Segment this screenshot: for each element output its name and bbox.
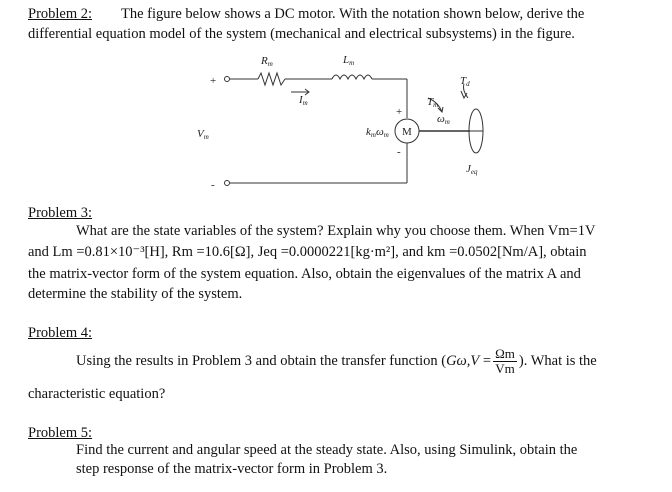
inductor-lm — [332, 75, 372, 79]
label-wm: ωm — [437, 113, 450, 126]
label-back-emf: kmωm — [366, 126, 389, 139]
label-minus-motor: - — [397, 146, 401, 158]
label-td: Td — [460, 75, 470, 88]
label-plus-motor: + — [396, 106, 403, 118]
problem4-line1-post: ). What is the — [518, 352, 597, 369]
label-minus-bottom: - — [211, 179, 215, 191]
problem5-line2: step response of the matrix-vector form in Problem 3. — [76, 461, 388, 477]
label-rm: Rm — [261, 55, 273, 68]
problem2-line2: differential equation model of the system (mechanical and electrical subsystems) in the figure. — [28, 26, 575, 42]
transfer-function-symbol: Gω,V — [446, 352, 480, 369]
problem3-line1: What are the state variables of the system? Explain why you choose them. When Vm=1V — [76, 223, 596, 239]
label-vm: Vm — [197, 128, 209, 141]
resistor-rm — [258, 73, 285, 85]
problem2-heading: Problem 2: — [28, 6, 93, 22]
problem3-line2: and Lm =0.81×10⁻³[H], Rm =10.6[Ω], Jeq =0.0000221[kg·m²], and km =0.0502[Nm/A], obtain — [28, 244, 587, 260]
label-plus-top: + — [210, 75, 217, 87]
label-lm: Lm — [343, 54, 355, 67]
terminal-bottom — [225, 181, 230, 186]
problem5-heading: Problem 5: — [28, 425, 93, 441]
problem3-line4: determine the stability of the system. — [28, 286, 243, 302]
label-im: Im — [299, 94, 308, 107]
problem3-heading: Problem 3: — [28, 205, 93, 221]
frac-numerator: Ωm — [495, 346, 515, 361]
problem4-line1-pre: Using the results in Problem 3 and obtain the transfer function ( — [76, 352, 447, 369]
transfer-function-fraction — [493, 347, 517, 376]
problem3-line3: the matrix-vector form of the system equation. Also, obtain the eigenvalues of the matrix A and — [28, 266, 581, 282]
problem5-line1: Find the current and angular speed at the steady state. Also, using Simulink, obtain the — [76, 442, 578, 458]
problem4-line1: Using the results in Problem 3 and obtain the transfer function (Gω,V = $\frac{\Omega m}{Vm}$ ). What is the — [76, 346, 597, 376]
problem2-line1: The figure below shows a DC motor. With the notation shown below, derive the — [121, 6, 585, 22]
problem4-heading: Problem 4: — [28, 325, 93, 341]
label-motor-m: M — [402, 126, 412, 138]
frac-denominator: Vm — [495, 361, 515, 376]
terminal-top — [225, 77, 230, 82]
label-tm: Tm — [427, 96, 439, 109]
label-jeq: Jeq — [466, 163, 478, 176]
problem4-line2: characteristic equation? — [28, 386, 166, 402]
